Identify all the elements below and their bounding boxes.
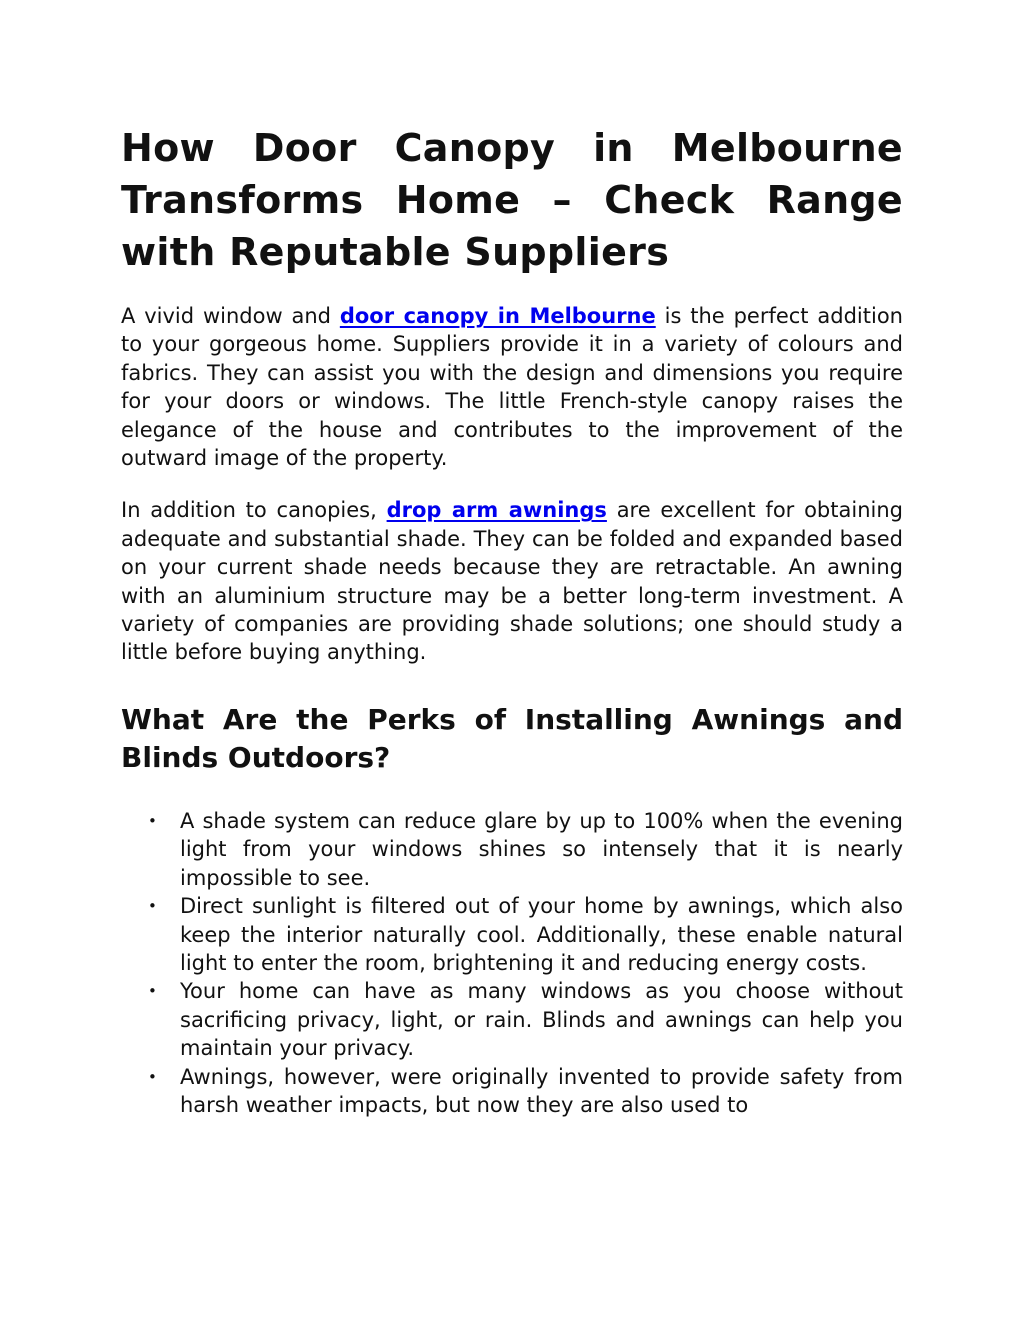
intro-text-before: A vivid window and (121, 304, 340, 328)
section-heading: What Are the Perks of Installing Awnings and Blinds Outdoors? (121, 702, 903, 774)
list-item-text: Your home can have as many windows as you choose without sacrificing privacy, light, or rain. Blinds and awnings can help you maintain your privacy. (180, 979, 903, 1061)
list-item-text: Awnings, however, were originally invented to provide safety from harsh weather impacts, but now they are also used to (180, 1064, 903, 1117)
list-item (148, 892, 903, 977)
bullet-icon: • (148, 982, 157, 1001)
intro-paragraph (121, 302, 903, 472)
bullet-icon: • (148, 1067, 157, 1086)
article-title: How Door Canopy in Melbourne Transforms Home – Check Range with Reputable Suppliers (121, 126, 903, 274)
document-page (121, 122, 903, 1119)
list-item-text: A shade system can reduce glare by up to 100% when the evening light from your windows shines so intensely that it is nearly impossible to see. (180, 808, 903, 890)
awnings-paragraph (121, 496, 903, 666)
list-item-text: Direct sunlight is filtered out of your home by awnings, which also keep the interior naturally cool. Additionally, these enable natural light to enter the room, brightening it and reducing energy costs. (180, 894, 903, 975)
intro-text-after: is the perfect addition to your gorgeous home. Suppliers provide it in a variety of colours and fabrics. They can assist you with the design and dimensions you require for your doors or windows. The little French-style canopy raises the elegance of the house and contributes to the improvement of the outward image of the property. (121, 304, 903, 471)
bullet-icon: • (148, 811, 157, 830)
list-item (148, 1063, 903, 1120)
drop-arm-awnings-link[interactable]: drop arm awnings (386, 498, 607, 523)
awnings-text-before: In addition to canopies, (121, 498, 387, 523)
door-canopy-link[interactable]: door canopy in Melbourne (339, 304, 656, 328)
awnings-text-after: are excellent for obtaining adequate and substantial shade. They can be folded and expanded based on your current shade needs because they are retractable. An awning with an aluminium structure may be a better long-term investment. A variety of companies are providing shade solutions; one should study a little before buying anything. (121, 498, 903, 665)
list-item (148, 807, 903, 892)
bullet-icon: • (148, 897, 157, 916)
list-item (148, 977, 903, 1062)
perks-list (121, 807, 903, 1119)
